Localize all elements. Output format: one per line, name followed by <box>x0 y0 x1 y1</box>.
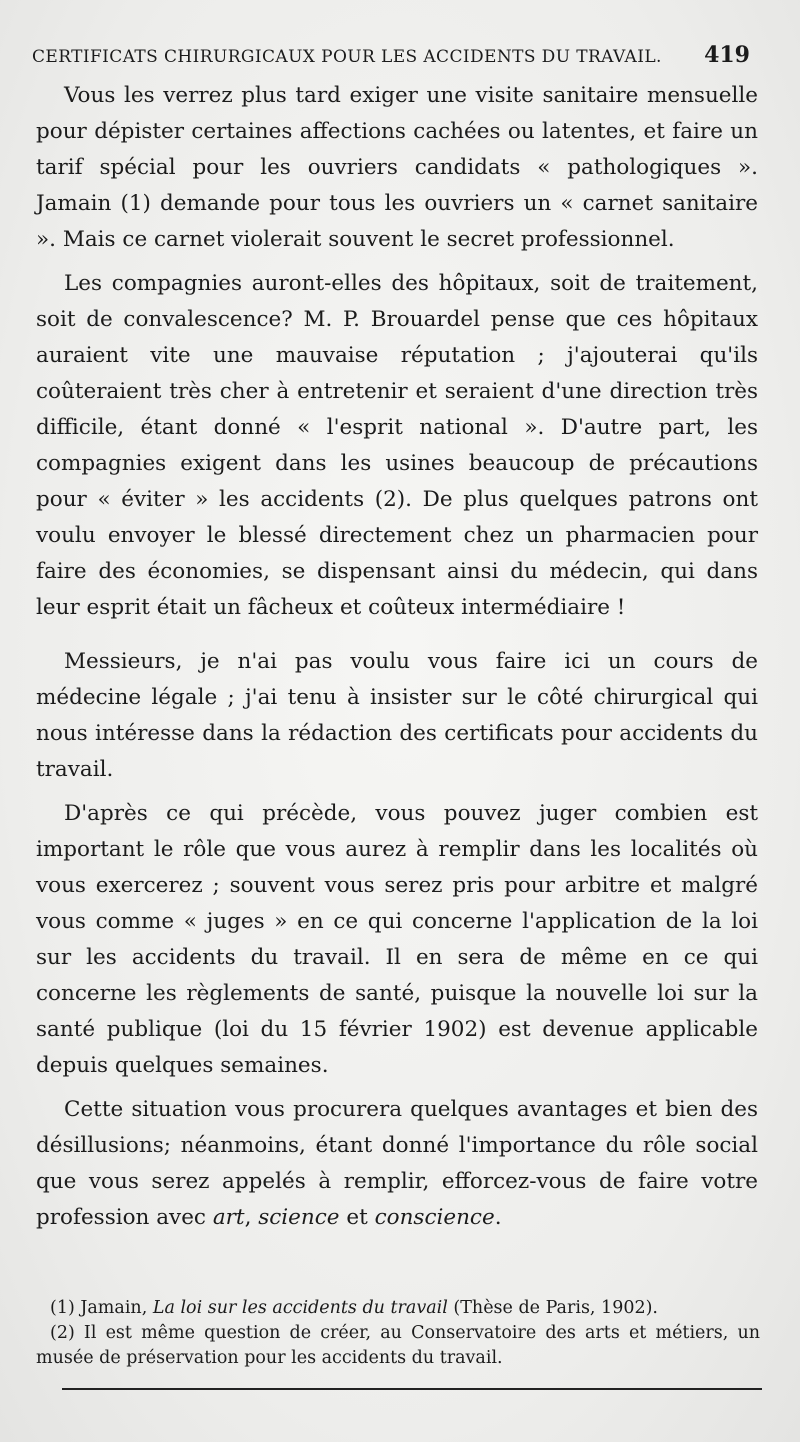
footnote-2: (2) Il est même question de créer, au Conservatoire des arts et métiers, un musée de préservation pour les accidents du travail. <box>36 1323 760 1368</box>
separator: et <box>339 1205 375 1230</box>
italic-word-science: science <box>258 1205 340 1230</box>
page-number: 419 <box>704 42 750 68</box>
closing-period: . <box>494 1205 502 1230</box>
footnote-author: Jamain, <box>80 1298 153 1318</box>
footnote-title: La loi sur les accidents du travail <box>152 1298 448 1318</box>
paragraph: Messieurs, je n'ai pas voulu vous faire ici un cours de médecine légale ; j'ai tenu à insister sur le côté chirurgical qui nous intéresse dans la rédaction des certificats pour accidents du travail. <box>36 649 758 782</box>
footnote-marker: (1) <box>50 1298 81 1318</box>
footnote-1 <box>36 1296 760 1321</box>
italic-word-art: art <box>212 1205 245 1230</box>
separator: , <box>244 1205 259 1230</box>
closing-text: Cette situation vous procurera quelques avantages et bien des désillusions; néanmoins, étant donné l'importance du rôle social que vous serez appelés à remplir, efforcez-vous de faire votre profession avec <box>36 1097 758 1230</box>
main-text <box>36 78 758 1244</box>
paragraph-closing <box>36 1092 758 1236</box>
running-header <box>32 42 750 68</box>
footnote-source: (Thèse de Paris, 1902). <box>447 1298 658 1318</box>
paragraph: D'après ce qui précède, vous pouvez juger combien est important le rôle que vous aurez à remplir dans les localités où vous exercerez ; souvent vous serez pris pour arbitre et malgré vous comme « juges » en ce qui concerne l'application de la loi sur les accidents du travail. Il en sera de même en ce qui concerne les règlements de santé, puisque la nouvelle loi sur la santé publique (loi du 15 février 1902) est devenue applicable depuis quelques semaines. <box>36 801 758 1078</box>
footnotes <box>36 1296 760 1371</box>
italic-word-conscience: conscience <box>374 1205 495 1230</box>
paragraph: Vous les verrez plus tard exiger une visite sanitaire mensuelle pour dépister certaines affections cachées ou latentes, et faire un tarif spécial pour les ouvriers candidats « pathologiques ». Jamain (1) demande pour tous les ouvriers un « carnet sanitaire ». Mais ce carnet violerait souvent le secret professionnel. <box>36 83 758 252</box>
bottom-rule <box>62 1388 762 1390</box>
paragraph: Les compagnies auront-elles des hôpitaux, soit de traitement, soit de convalescence? M. P. Brouardel pense que ces hôpitaux auraient vite une mauvaise réputation ; j'ajouterai qu'ils coûteraient très cher à entretenir et seraient d'une direction très difficile, étant donné « l'esprit national ». D'autre part, les compagnies exigent dans les usines beaucoup de précautions pour « éviter » les accidents (2). De plus quelques patrons ont voulu envoyer le blessé directement chez un pharmacien pour faire des économies, se dispensant ainsi du médecin, qui dans leur esprit était un fâcheux et coûteux intermédiaire ! <box>36 271 758 620</box>
running-title: CERTIFICATS CHIRURGICAUX POUR LES ACCIDENTS DU TRAVAIL. <box>32 47 662 67</box>
